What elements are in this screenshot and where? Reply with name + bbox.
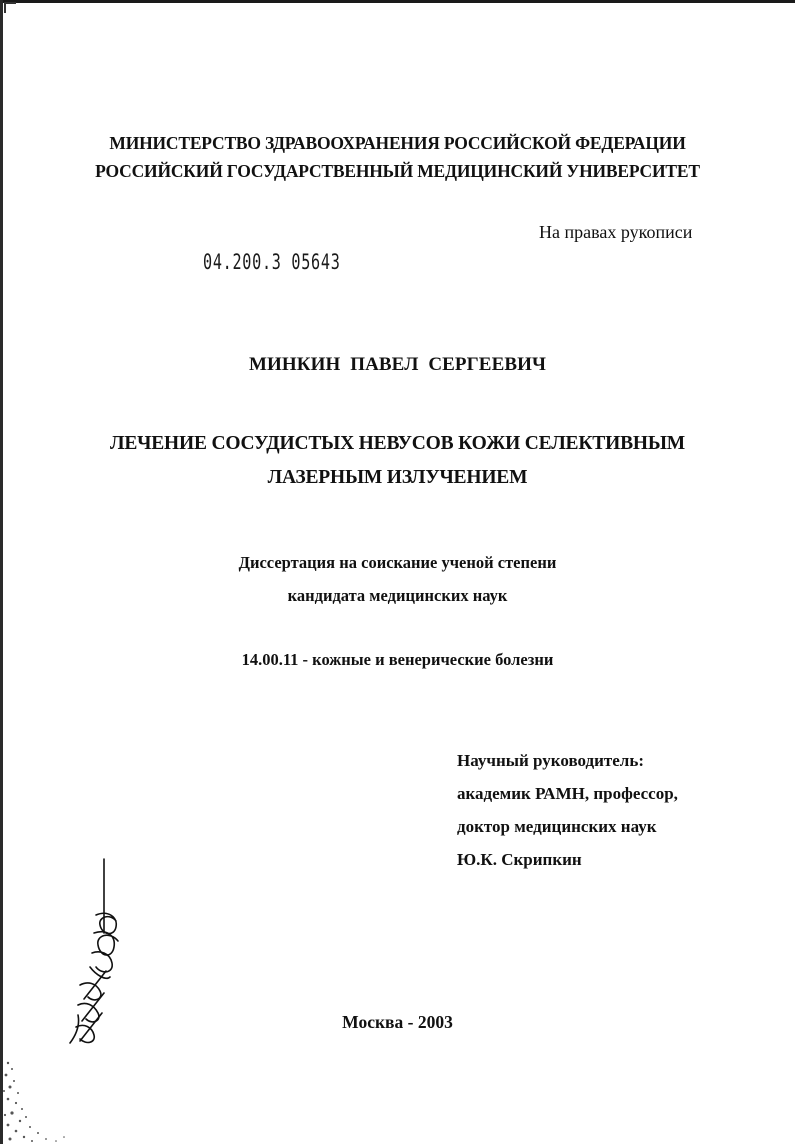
supervisor-label: Научный руководитель:	[457, 751, 644, 770]
scan-corner-mark	[4, 2, 16, 13]
registration-stamp	[203, 250, 341, 274]
specialty-code: 14.00.11 - кожные и венерические болезни	[241, 650, 554, 669]
place-and-year: Москва - 2003	[342, 1012, 453, 1032]
registration-number: 04.200.3 05643	[203, 250, 341, 274]
handwritten-signature	[66, 855, 136, 1050]
author-name: МИНКИН ПАВЕЛ СЕРГЕЕВИЧ	[248, 354, 547, 375]
supervisor-rank: академик РАМН, профессор,	[457, 784, 678, 803]
degree-line-1: Диссертация на соискание ученой степени	[238, 553, 557, 572]
dissertation-title-line-1: ЛЕЧЕНИЕ СОСУДИСТЫХ НЕВУСОВ КОЖИ СЕЛЕКТИВНЫМ	[109, 433, 685, 454]
supervisor-name: Ю.К. Скрипкин	[457, 850, 582, 869]
ministry-heading: МИНИСТЕРСТВО ЗДРАВООХРАНЕНИЯ РОССИЙСКОЙ ФЕДЕРАЦИИ	[109, 133, 686, 153]
university-heading: РОССИЙСКИЙ ГОСУДАРСТВЕННЫЙ МЕДИЦИНСКИЙ УНИВЕРСИТЕТ	[95, 161, 700, 181]
manuscript-note: На правах рукописи	[539, 222, 693, 242]
scan-noise-artifact	[2, 1055, 72, 1144]
scan-top-border	[0, 0, 795, 3]
dissertation-title-line-2: ЛАЗЕРНЫМ ИЗЛУЧЕНИЕМ	[267, 467, 528, 488]
degree-line-2: кандидата медицинских наук	[287, 586, 508, 605]
supervisor-degree: доктор медицинских наук	[457, 817, 657, 836]
